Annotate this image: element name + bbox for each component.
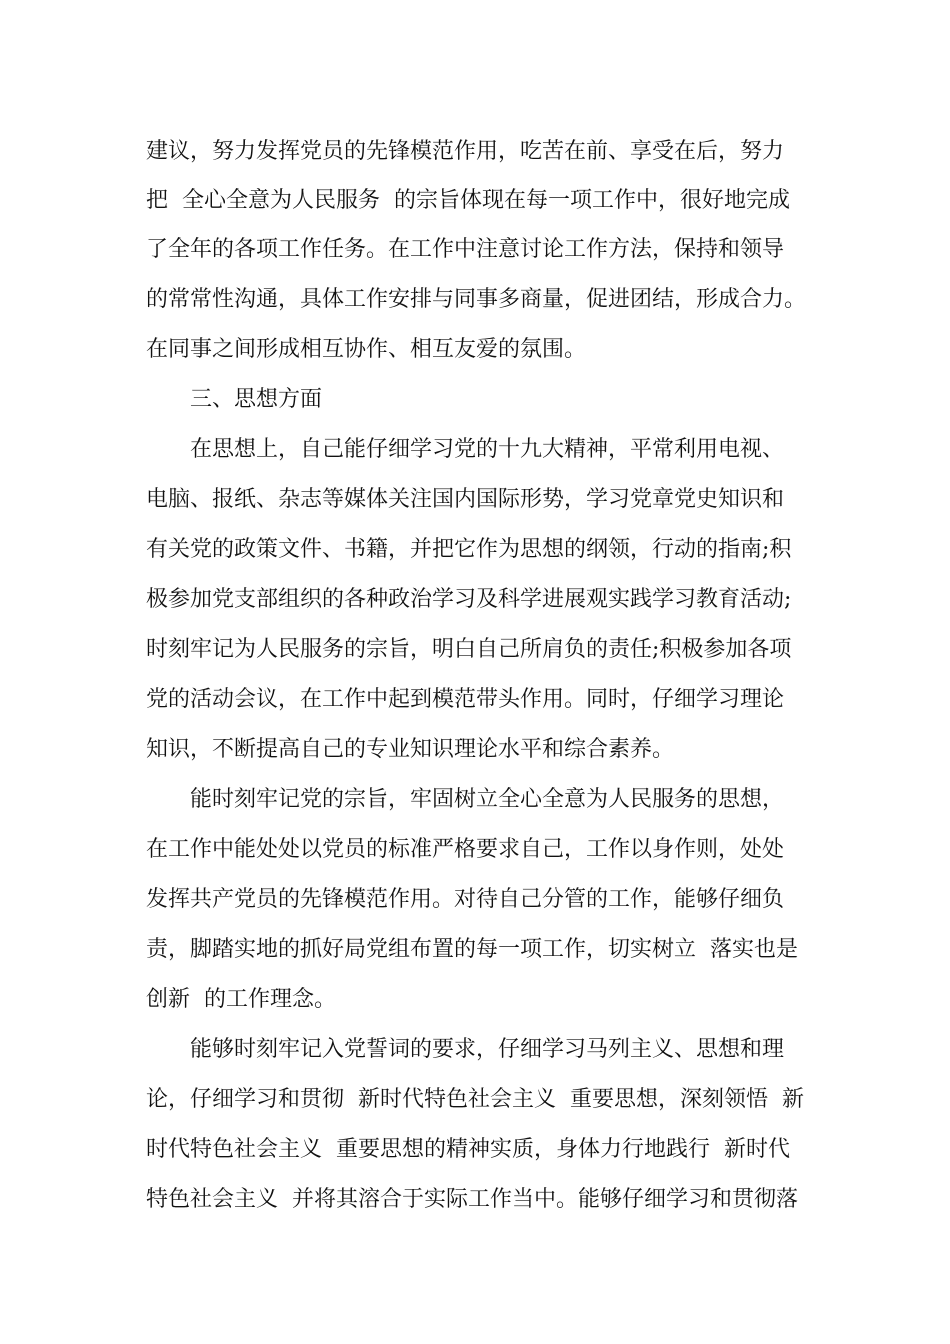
paragraph-line: 论，仔细学习和贯彻 新时代特色社会主义 重要思想，深刻领悟 新 — [146, 1087, 804, 1112]
paragraph-line: 电脑、报纸、杂志等媒体关注国内国际形势，学习党章党史知识和 — [146, 487, 785, 512]
paragraph-line: 在同事之间形成相互协作、相互友爱的氛围。 — [146, 337, 587, 362]
paragraph-line: 在工作中能处处以党员的标准严格要求自己，工作以身作则，处处 — [146, 837, 785, 862]
paragraph-line: 了全年的各项工作任务。在工作中注意讨论工作方法，保持和领导 — [146, 237, 785, 262]
paragraph-line: 极参加党支部组织的各种政治学习及科学进展观实践学习教育活动; — [146, 587, 792, 612]
paragraph-line: 有关党的政策文件、书籍，并把它作为思想的纲领，行动的指南;积 — [146, 537, 792, 562]
paragraph-line: 创新 的工作理念。 — [146, 987, 336, 1012]
section-heading: 三、思想方面 — [190, 387, 323, 412]
paragraph-line: 在思想上，自己能仔细学习党的十九大精神，平常利用电视、 — [190, 437, 785, 462]
paragraph-line: 知识，不断提高自己的专业知识理论水平和综合素养。 — [146, 737, 675, 762]
paragraph-line: 发挥共产党员的先锋模范作用。对待自己分管的工作，能够仔细负 — [146, 887, 785, 912]
paragraph-line: 能够时刻牢记入党誓词的要求，仔细学习马列主义、思想和理 — [190, 1037, 785, 1062]
paragraph-line: 的常常性沟通，具体工作安排与同事多商量，促进团结，形成合力。 — [146, 287, 807, 312]
paragraph-line: 把 全心全意为人民服务 的宗旨体现在每一项工作中，很好地完成 — [146, 188, 790, 213]
paragraph-line: 特色社会主义 并将其溶合于实际工作当中。能够仔细学习和贯彻落 — [146, 1187, 798, 1212]
paragraph-line: 建议，努力发挥党员的先锋模范作用，吃苦在前、享受在后，努力 — [146, 139, 785, 164]
paragraph-line: 责，脚踏实地的抓好局党组布置的每一项工作，切实树立 落实也是 — [146, 937, 798, 962]
paragraph-line: 党的活动会议，在工作中起到模范带头作用。同时，仔细学习理论 — [146, 687, 785, 712]
paragraph-line: 时刻牢记为人民服务的宗旨，明白自己所肩负的责任;积极参加各项 — [146, 637, 792, 662]
paragraph-line: 时代特色社会主义 重要思想的精神实质，身体力行地践行 新时代 — [146, 1137, 790, 1162]
paragraph-line: 能时刻牢记党的宗旨，牢固树立全心全意为人民服务的思想， — [190, 787, 785, 812]
